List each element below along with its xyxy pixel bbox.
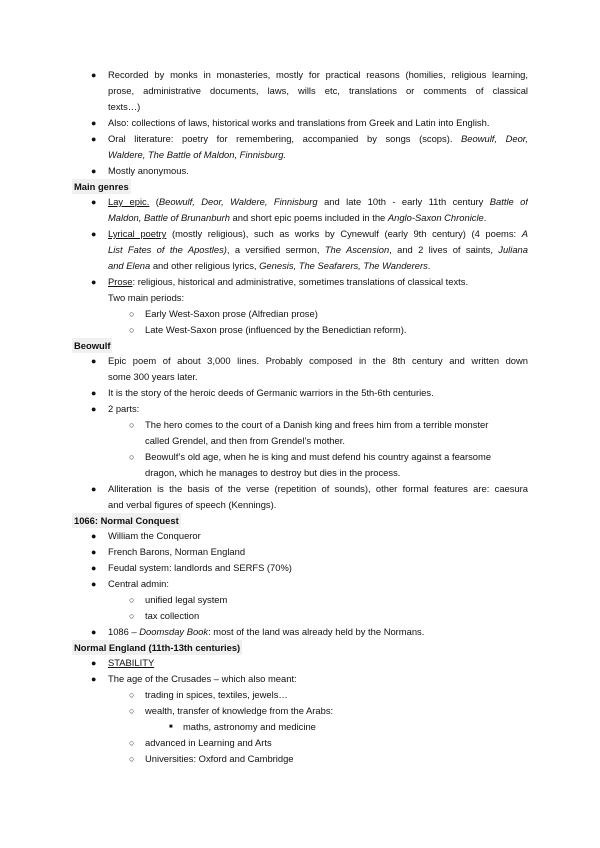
text-line (145, 465, 400, 481)
italic-text: List Fates of the Apostles) (108, 244, 227, 255)
section-heading (72, 338, 112, 353)
text-run: texts…) (108, 101, 141, 112)
italic-text: Beowulf, Deor, Waldere, Finnisburg (158, 196, 318, 207)
text-run: wealth, transfer of knowledge from the Arabs: (145, 705, 334, 716)
text-run: . (427, 260, 431, 271)
text-run: Epic poem of about 3,000 lines. Probably composed in the 8th century and written down (108, 355, 528, 366)
text-run: Feudal system: landlords and SERFS (70%) (108, 562, 292, 573)
circle-bullet-icon: ○ (129, 690, 135, 700)
circle-bullet-icon: ○ (129, 611, 135, 621)
text-line (108, 353, 528, 369)
underlined-text: STABILITY (108, 657, 155, 668)
section-heading (72, 640, 242, 655)
text-line (108, 99, 140, 115)
text-run: The age of the Crusades – which also meant: (108, 673, 297, 684)
text-run: Late West-Saxon prose (influenced by the Benedictian reform). (145, 324, 407, 335)
text-run: , a versified sermon, (226, 244, 325, 255)
text-line (145, 433, 345, 449)
text-line (108, 655, 154, 671)
text-line (108, 624, 424, 640)
italic-text: Maldon, Battle of Brunanburh (108, 212, 230, 223)
text-run: trading in spices, textiles, jewels… (145, 689, 288, 700)
text-line (145, 322, 406, 338)
text-run: Early West-Saxon prose (Alfredian prose) (145, 308, 318, 319)
italic-text: Waldere, The Battle of Maldon, Finnisburg. (108, 149, 287, 160)
text-run: some 300 years later. (108, 371, 198, 382)
circle-bullet-icon: ○ (129, 325, 135, 335)
section-heading (72, 179, 131, 194)
bullet-icon: ● (91, 70, 97, 80)
text-run: 2 parts: (108, 403, 140, 414)
text-run: tax collection (145, 610, 200, 621)
text-run: William the Conqueror (108, 530, 201, 541)
text-line (108, 147, 286, 163)
text-run: and verbal figures of speech (Kennings). (108, 499, 277, 510)
circle-bullet-icon: ○ (129, 420, 135, 430)
text-run: Two main periods: (108, 292, 185, 303)
text-run: and short epic poems included in the (229, 212, 388, 223)
text-line (108, 560, 292, 576)
text-line (108, 576, 169, 592)
text-run: and other religious lyrics, (150, 260, 260, 271)
text-line (108, 115, 489, 131)
text-line (108, 67, 528, 83)
circle-bullet-icon: ○ (129, 595, 135, 605)
circle-bullet-icon: ○ (129, 706, 135, 716)
text-run: , and 2 lives of saints, (389, 244, 499, 255)
text-run: : religious, historical and administrative, sometimes translations of classical texts. (132, 276, 469, 287)
text-line (108, 131, 528, 147)
heading-text: Main genres (74, 181, 129, 192)
bullet-icon: ● (91, 277, 97, 287)
circle-bullet-icon: ○ (129, 754, 135, 764)
text-run: Also: collections of laws, historical works and translations from Greek and Latin into English. (108, 117, 490, 128)
italic-text: Juliana (498, 244, 528, 255)
bullet-icon: ● (91, 484, 97, 494)
text-run: Mostly anonymous. (108, 165, 189, 176)
text-line (108, 481, 528, 497)
text-line (145, 417, 488, 433)
bullet-icon: ● (91, 356, 97, 366)
heading-text: Normal England (11th-13th centuries) (74, 642, 241, 653)
text-run: prose, administrative documents, laws, wills etc, translations or comments of classical (108, 85, 528, 96)
text-line (145, 306, 318, 322)
text-run: French Barons, Norman England (108, 546, 246, 557)
bullet-icon: ● (91, 531, 97, 541)
italic-text: and Elena (108, 260, 151, 271)
bullet-icon: ● (91, 563, 97, 573)
text-line (108, 290, 184, 306)
bullet-icon: ● (91, 197, 97, 207)
text-line (145, 735, 272, 751)
text-run: The hero comes to the court of a Danish king and frees him from a terrible monster (145, 419, 489, 430)
underlined-text: Lyrical poetry (108, 228, 167, 239)
square-bullet-icon: ■ (169, 724, 173, 730)
text-run: maths, astronomy and medicine (183, 721, 316, 732)
text-run: ( (149, 196, 159, 207)
text-line (145, 703, 333, 719)
section-heading (72, 513, 181, 528)
text-line (108, 544, 245, 560)
text-line (145, 751, 294, 767)
text-line (108, 210, 486, 226)
bullet-icon: ● (91, 388, 97, 398)
italic-text: Anglo-Saxon Chronicle (387, 212, 484, 223)
text-line (108, 242, 528, 258)
text-line (108, 274, 468, 290)
text-line (108, 528, 201, 544)
text-line (108, 385, 434, 401)
text-run: Central admin: (108, 578, 169, 589)
italic-text: Genesis, The Seafarers, The Wanderers (259, 260, 428, 271)
text-run: called Grendel, and then from Grendel’s mother. (145, 435, 345, 446)
text-run: Recorded by monks in monasteries, mostly for practical reasons (homilies, religious learning, (108, 69, 528, 80)
text-line (108, 226, 528, 242)
text-line (108, 194, 528, 210)
text-run: Alliteration is the basis of the verse (repetition of sounds), other formal features are: caesura (108, 483, 528, 494)
heading-text: Beowulf (74, 340, 111, 351)
underlined-text: Prose (108, 276, 133, 287)
italic-text: A (521, 228, 528, 239)
text-line (145, 608, 199, 624)
italic-text: Doomsday Book (139, 626, 209, 637)
text-run: dragon, which he manages to destroy but dies in the process. (145, 467, 401, 478)
text-line (183, 719, 316, 735)
text-run: (mostly religious), such as works by Cynewulf (early 9th century) (4 poems: (166, 228, 522, 239)
bullet-icon: ● (91, 118, 97, 128)
circle-bullet-icon: ○ (129, 452, 135, 462)
text-line (145, 687, 288, 703)
text-line (145, 592, 227, 608)
bullet-icon: ● (91, 579, 97, 589)
bullet-icon: ● (91, 547, 97, 557)
text-run: and late 10th - early 11th century (317, 196, 490, 207)
text-run: 1086 – (108, 626, 140, 637)
text-line (108, 401, 139, 417)
text-run: Beowulf’s old age, when he is king and must defend his country against a fearsome (145, 451, 492, 462)
text-line (108, 258, 430, 274)
text-run: unified legal system (145, 594, 228, 605)
text-run: Oral literature: poetry for remembering, accompanied by songs (scops). (108, 133, 462, 144)
underlined-text: Lay epic. (108, 196, 150, 207)
text-run: Universities: Oxford and Cambridge (145, 753, 294, 764)
bullet-icon: ● (91, 166, 97, 176)
text-line (108, 497, 276, 513)
bullet-icon: ● (91, 627, 97, 637)
text-run: : most of the land was already held by the Normans. (208, 626, 425, 637)
text-run: . (483, 212, 487, 223)
bullet-icon: ● (91, 134, 97, 144)
text-run: advanced in Learning and Arts (145, 737, 272, 748)
text-line (108, 369, 198, 385)
circle-bullet-icon: ○ (129, 309, 135, 319)
italic-text: The Ascension (324, 244, 390, 255)
italic-text: Beowulf, Deor, (461, 133, 528, 144)
bullet-icon: ● (91, 674, 97, 684)
italic-text: Battle of (489, 196, 528, 207)
bullet-icon: ● (91, 658, 97, 668)
text-run: It is the story of the heroic deeds of Germanic warriors in the 5th-6th centuries. (108, 387, 434, 398)
heading-text: 1066: Normal Conquest (74, 515, 179, 526)
bullet-icon: ● (91, 229, 97, 239)
text-line (108, 83, 528, 99)
text-line (108, 671, 297, 687)
circle-bullet-icon: ○ (129, 738, 135, 748)
bullet-icon: ● (91, 404, 97, 414)
text-line (145, 449, 491, 465)
text-line (108, 163, 189, 179)
